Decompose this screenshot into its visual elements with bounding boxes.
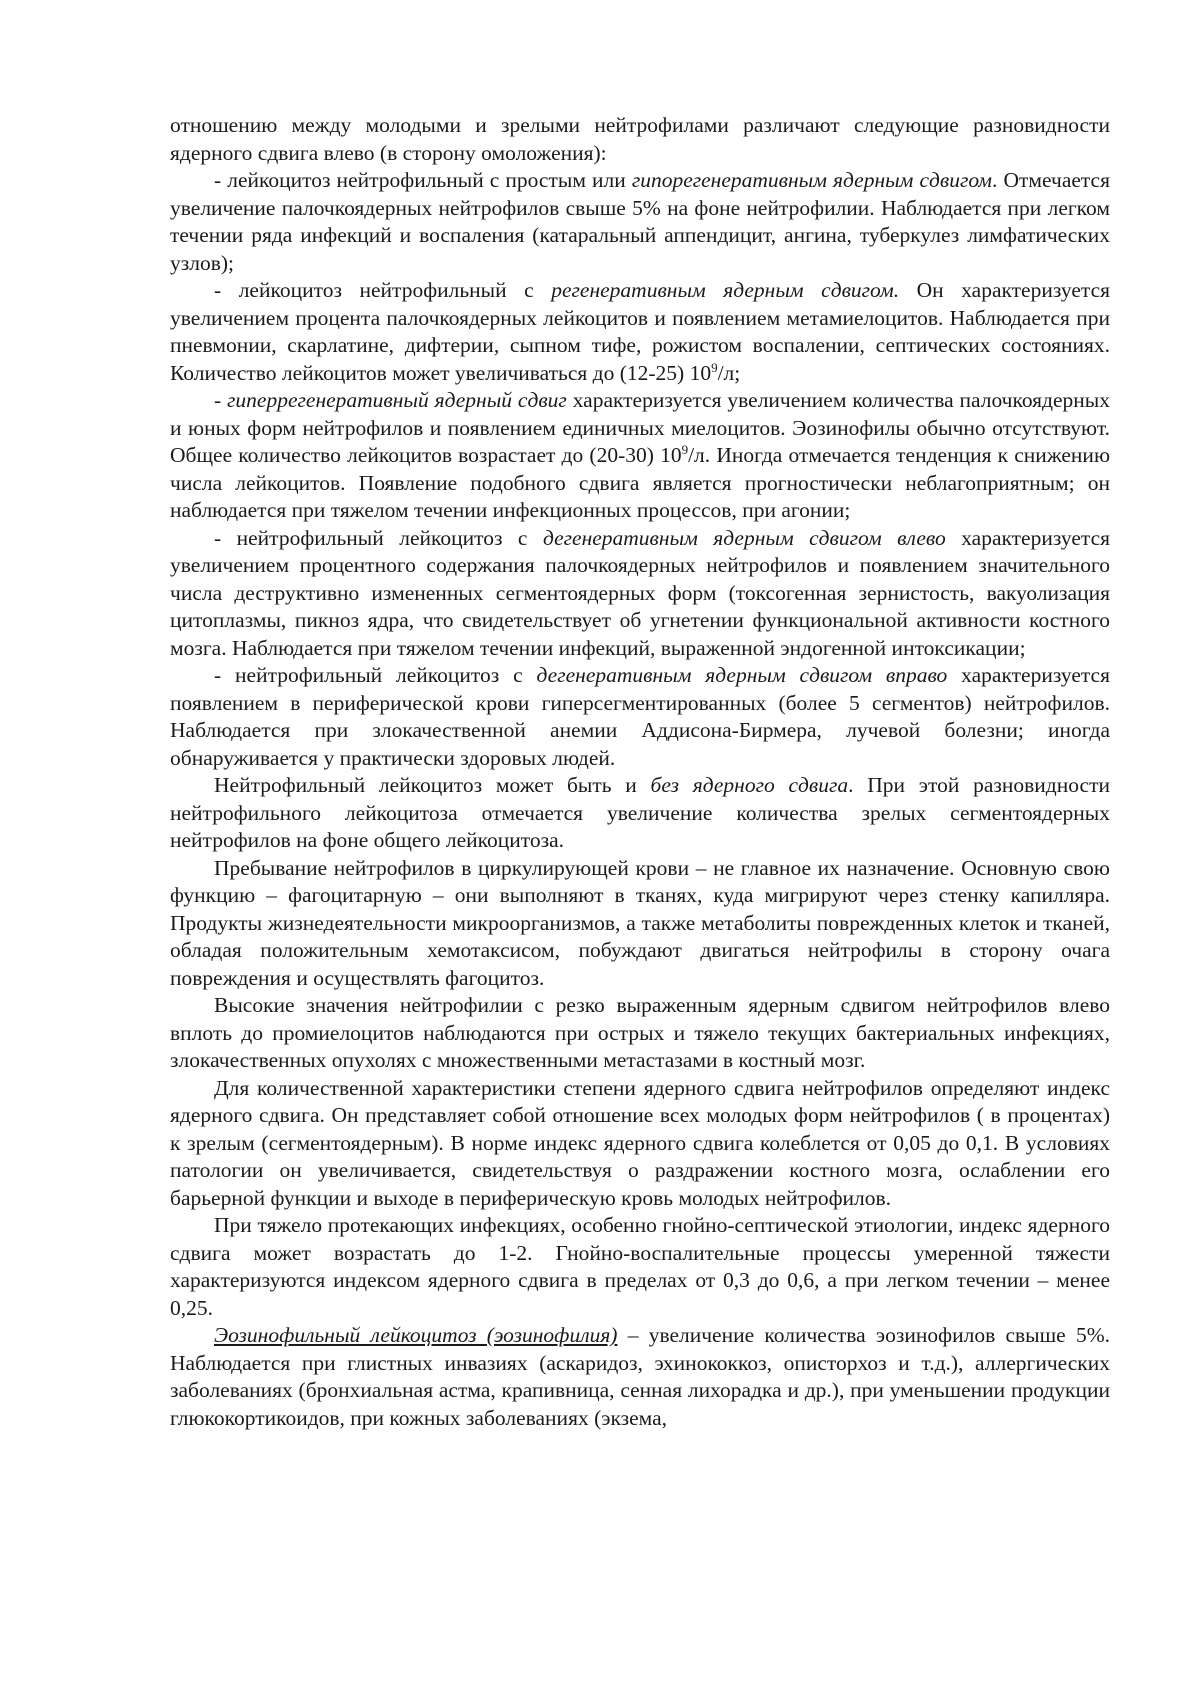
text-run: характеризуется появлением в периферической крови гиперсегментированных (более 5 сегментов) нейтрофилов. Наблюдается при злокачественной анемии Аддисона-Бирмера, лучевой болезни; иногда обнаруживается у практически здоровых людей. bbox=[170, 663, 1110, 770]
italic-term: регенеративным ядерным сдвигом. bbox=[551, 278, 900, 302]
paragraph bbox=[170, 662, 1110, 772]
document-page bbox=[170, 112, 1110, 1432]
text-run: - лейкоцитоз нейтрофильный с bbox=[214, 278, 552, 302]
text-run: – увеличение количества эозинофилов свыше 5%. Наблюдается при глистных инвазиях (аскаридоз, эхинококкоз, описторхоз и т.д.), аллергических заболеваниях (бронхиальная астма, крапивница, сенная лихорадка и др.), при уменьшении продукции глюкокортикоидов, при кожных заболеваниях (экзема, bbox=[170, 1323, 1110, 1430]
paragraph bbox=[170, 387, 1110, 525]
text-run: характеризуется увеличением количества палочкоядерных и юных форм нейтрофилов и появлением единичных миелоцитов. Эозинофилы обычно отсутствуют. Общее количество лейкоцитов возрастает до (20-30) 10 bbox=[170, 388, 1110, 467]
text-run: /л; bbox=[717, 360, 741, 385]
underlined-heading: Эозинофильный лейкоцитоз (эозинофилия) bbox=[214, 1323, 618, 1347]
text-run: Нейтрофильный лейкоцитоз может быть и bbox=[214, 773, 651, 797]
paragraph bbox=[170, 855, 1110, 993]
paragraph bbox=[170, 1075, 1110, 1213]
paragraph bbox=[170, 277, 1110, 387]
italic-term: гиперрегенеративный ядерный сдвиг bbox=[227, 388, 567, 412]
paragraph bbox=[170, 525, 1110, 663]
text-run: Высокие значения нейтрофилии с резко выраженным ядерным сдвигом нейтрофилов влево вплоть до промиелоцитов наблюдаются при острых и тяжело текущих бактериальных инфекциях, злокачественных опухолях с множественными метастазами в костный мозг. bbox=[170, 993, 1110, 1072]
paragraph bbox=[170, 772, 1110, 855]
text-run: . При этой разновидности нейтрофильного лейкоцитоза отмечается увеличение количества зрелых сегментоядерных нейтрофилов на фоне общего лейкоцитоза. bbox=[170, 773, 1110, 852]
italic-term: дегенеративным ядерным сдвигом вправо bbox=[536, 663, 948, 687]
paragraph bbox=[170, 167, 1110, 277]
italic-term: гипорегенеративным ядерным сдвигом bbox=[631, 168, 993, 192]
paragraph bbox=[170, 1212, 1110, 1322]
text-run: . Отмечается увеличение палочкоядерных нейтрофилов свыше 5% на фоне нейтрофилии. Наблюдается при легком течении ряда инфекций и воспаления (катаральный аппендицит, ангина, туберкулез лимфатических узлов); bbox=[170, 168, 1110, 275]
paragraph bbox=[170, 1322, 1110, 1432]
text-run: При тяжело протекающих инфекциях, особенно гнойно-септической этиологии, индекс ядерного сдвига может возрастать до 1-2. Гнойно-воспалительные процессы умеренной тяжести характеризуются индексом ядерного сдвига в пределах от 0,3 до 0,6, а при легком течении – менее 0,25. bbox=[170, 1213, 1110, 1320]
text-run: Он характеризуется увеличением процента палочкоядерных лейкоцитов и появлением метамиелоцитов. Наблюдается при пневмонии, скарлатине, дифтерии, сыпном тифе, рожистом воспалении, септических состояниях. Количество лейкоцитов может увеличиваться до (12-25) 10 bbox=[170, 278, 1110, 385]
text-run: - нейтрофильный лейкоцитоз с bbox=[214, 663, 537, 687]
italic-term: дегенеративным ядерным сдвигом влево bbox=[542, 525, 946, 550]
italic-term: без ядерного сдвига bbox=[650, 773, 849, 797]
text-run: отношению между молодыми и зрелыми нейтрофилами различают следующие разновидности ядерного сдвига влево (в сторону омоложения): bbox=[170, 113, 1110, 165]
text-run: характеризуется увеличением процентного содержания палочкоядерных нейтрофилов и появлением значительного числа деструктивно измененных сегментоядерных форм (токсогенная зернистость, вакуолизация цитоплазмы, пикноз ядра, что свидетельствует об угнетении функциональной активности костного мозга. Наблюдается при тяжелом течении инфекций, выраженной эндогенной интоксикации; bbox=[170, 525, 1110, 660]
text-run: Для количественной характеристики степени ядерного сдвига нейтрофилов определяют индекс ядерного сдвига. Он представляет собой отношение всех молодых форм нейтрофилов ( в процентах) к зрелым (сегментоядерным). В норме индекс ядерного сдвига колеблется от 0,05 до 0,1. В условиях патологии он увеличивается, свидетельствуя о раздражении костного мозга, ослаблении его барьерной функции и выходе в периферическую кровь молодых нейтрофилов. bbox=[170, 1075, 1110, 1210]
superscript: 9 bbox=[681, 441, 689, 457]
text-run: - нейтрофильный лейкоцитоз с bbox=[214, 525, 543, 550]
text-run: - bbox=[214, 388, 228, 412]
paragraph bbox=[170, 112, 1110, 167]
paragraph bbox=[170, 992, 1110, 1075]
text-run: - лейкоцитоз нейтрофильный с простым или bbox=[214, 168, 632, 192]
superscript: 9 bbox=[711, 359, 718, 375]
text-run: Пребывание нейтрофилов в циркулирующей крови – не главное их назначение. Основную свою функцию – фагоцитарную – они выполняют в тканях, куда мигрируют через стенку капилляра. Продукты жизнедеятельности микроорганизмов, а также метаболиты поврежденных клеток и тканей, обладая положительным хемотаксисом, побуждают двигаться нейтрофилы в сторону очага повреждения и осуществлять фагоцитоз. bbox=[170, 855, 1110, 990]
text-run: /л. Иногда отмечается тенденция к снижению числа лейкоцитов. Появление подобного сдвига является прогностически неблагоприятным; он наблюдается при тяжелом течении инфекционных процессов, при агонии; bbox=[170, 443, 1111, 522]
